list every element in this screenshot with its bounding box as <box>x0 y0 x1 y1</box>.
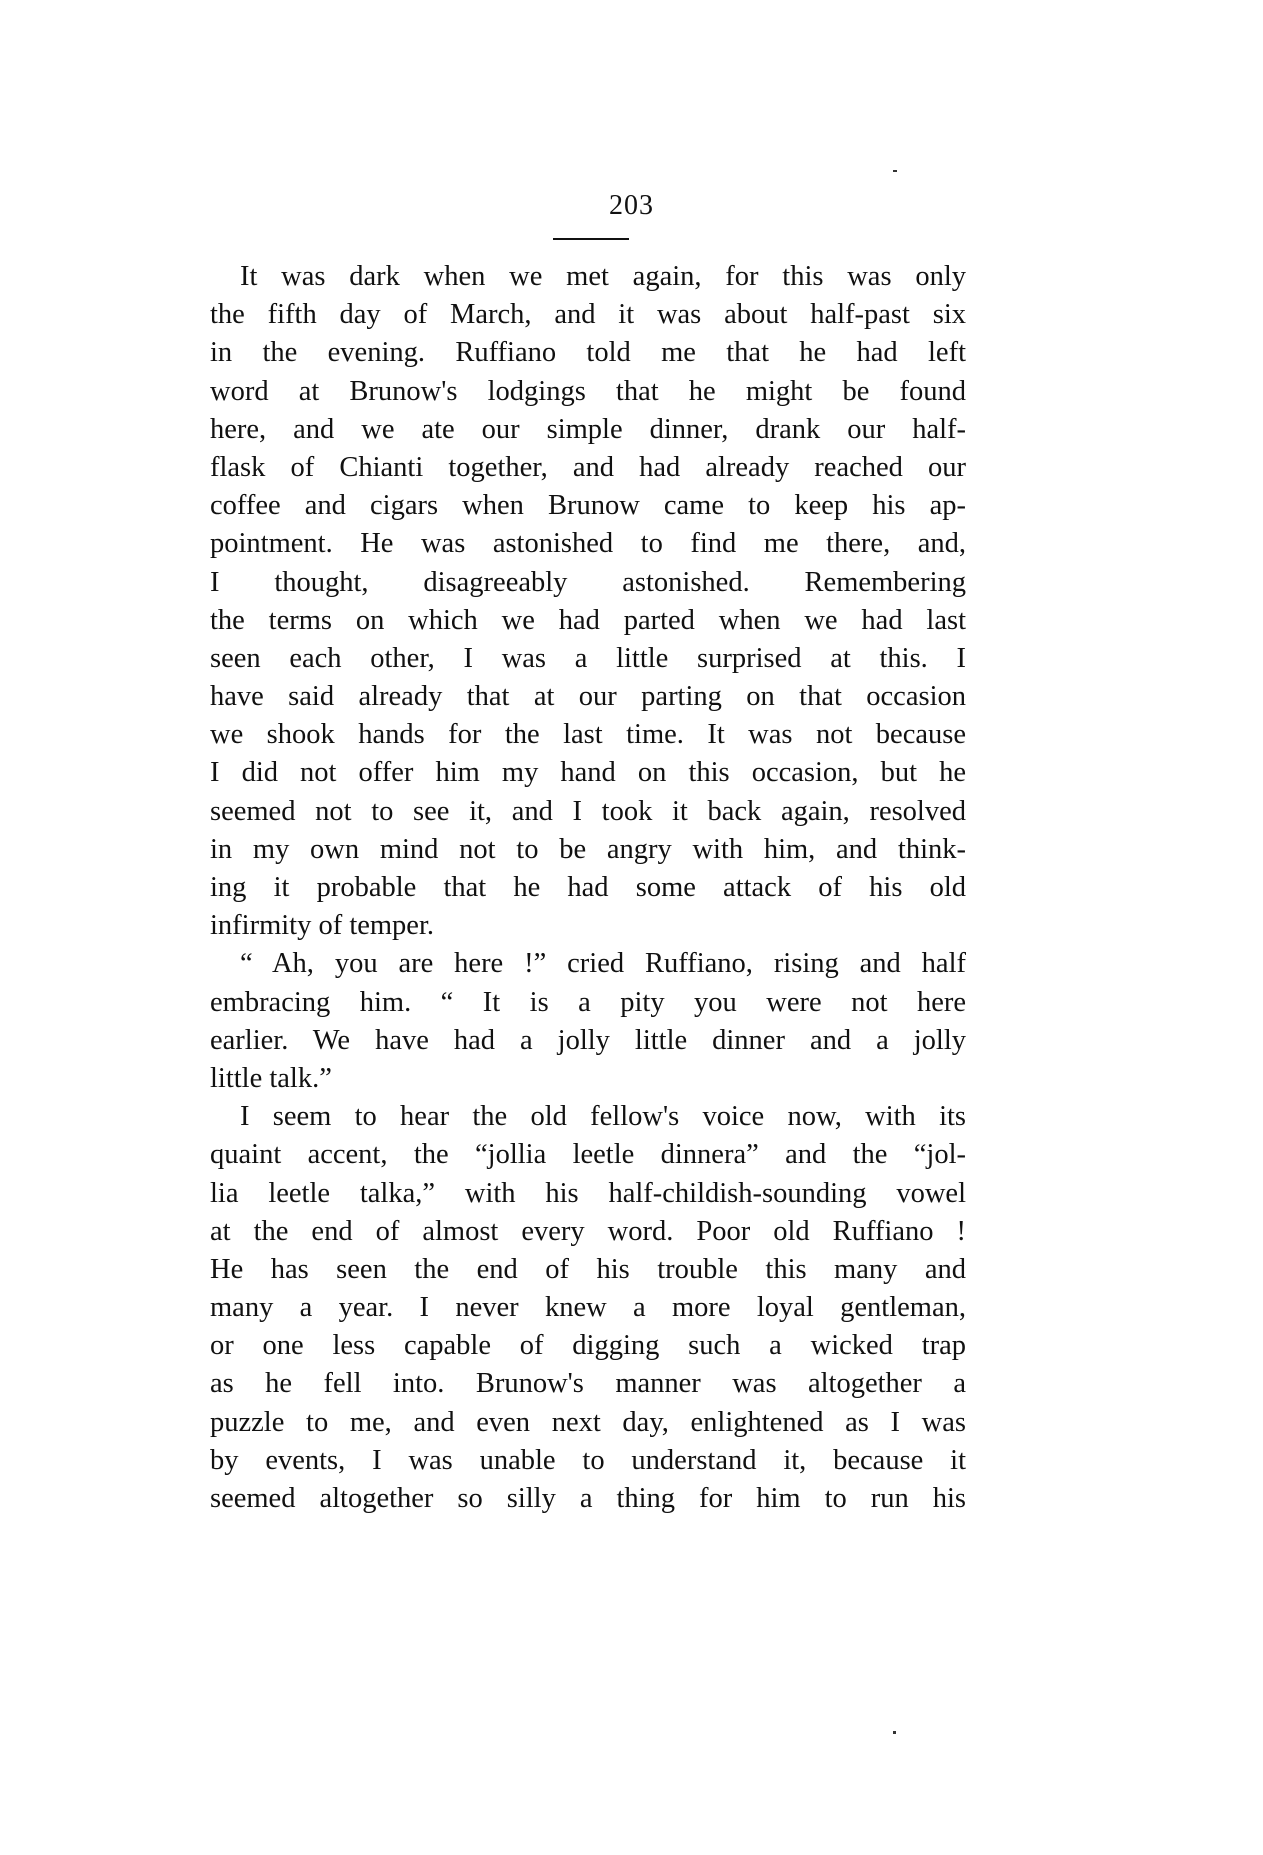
text-line: I thought, disagreeably astonished. Remembering <box>210 566 966 598</box>
text-line: by events, I was unable to understand it, because it <box>210 1444 966 1476</box>
text-line: puzzle to me, and even next day, enlightened as I was <box>210 1406 966 1438</box>
text-line: It was dark when we met again, for this was only <box>240 261 966 292</box>
text-line: here, and we ate our simple dinner, drank our half- <box>210 413 966 445</box>
text-line: seemed not to see it, and I took it back again, resolved <box>210 795 966 827</box>
text-line: infirmity of temper. <box>210 910 434 942</box>
text-line: I seem to hear the old fellow's voice now, with its <box>240 1101 966 1133</box>
text-line: as he fell into. Brunow's manner was altogether a <box>210 1368 966 1400</box>
text-line: we shook hands for the last time. It was not because <box>210 719 966 751</box>
text-line: seemed altogether so silly a thing for him to run his <box>210 1483 966 1514</box>
text-line: lia leetle talka,” with his half-childish-sounding vowel <box>210 1177 966 1209</box>
text-line: flask of Chianti together, and had already reached our <box>210 451 966 483</box>
text-line: I did not offer him my hand on this occasion, but he <box>210 757 966 789</box>
page-number-rule <box>553 238 629 240</box>
text-line: have said already that at our parting on that occasion <box>210 681 966 713</box>
text-line: embracing him. “ It is a pity you were not here <box>210 986 966 1018</box>
text-line: little talk.” <box>210 1062 332 1094</box>
text-line: ing it probable that he had some attack of his old <box>210 872 966 903</box>
text-line: He has seen the end of his trouble this many and <box>210 1253 966 1285</box>
paragraph <box>210 1098 966 1518</box>
text-line: the terms on which we had parted when we had last <box>210 604 966 636</box>
text-line: seen each other, I was a little surprised at this. I <box>210 642 966 674</box>
text-line: word at Brunow's lodgings that he might be found <box>210 375 966 407</box>
text-line: in my own mind not to be angry with him, and think- <box>210 833 966 865</box>
print-speck <box>893 170 897 172</box>
text-line: pointment. He was astonished to find me there, and, <box>210 528 966 560</box>
text-line: “ Ah, you are here !” cried Ruffiano, rising and half <box>240 948 966 980</box>
text-line: many a year. I never knew a more loyal gentleman, <box>210 1292 966 1324</box>
text-line: coffee and cigars when Brunow came to keep his ap- <box>210 490 966 522</box>
text-line: the fifth day of March, and it was about half-past six <box>210 299 966 331</box>
text-line: quaint accent, the “jollia leetle dinnera” and the “jol- <box>210 1139 966 1171</box>
body-text <box>210 258 966 1518</box>
text-line: in the evening. Ruffiano told me that he had left <box>210 337 966 369</box>
paragraph <box>210 945 966 1098</box>
text-line: or one less capable of digging such a wicked trap <box>210 1330 966 1362</box>
print-speck <box>893 1731 896 1734</box>
text-line: at the end of almost every word. Poor old Ruffiano ! <box>210 1215 966 1247</box>
page-number: 203 <box>609 190 654 221</box>
paragraph <box>210 258 966 945</box>
text-line: earlier. We have had a jolly little dinner and a jolly <box>210 1024 966 1056</box>
